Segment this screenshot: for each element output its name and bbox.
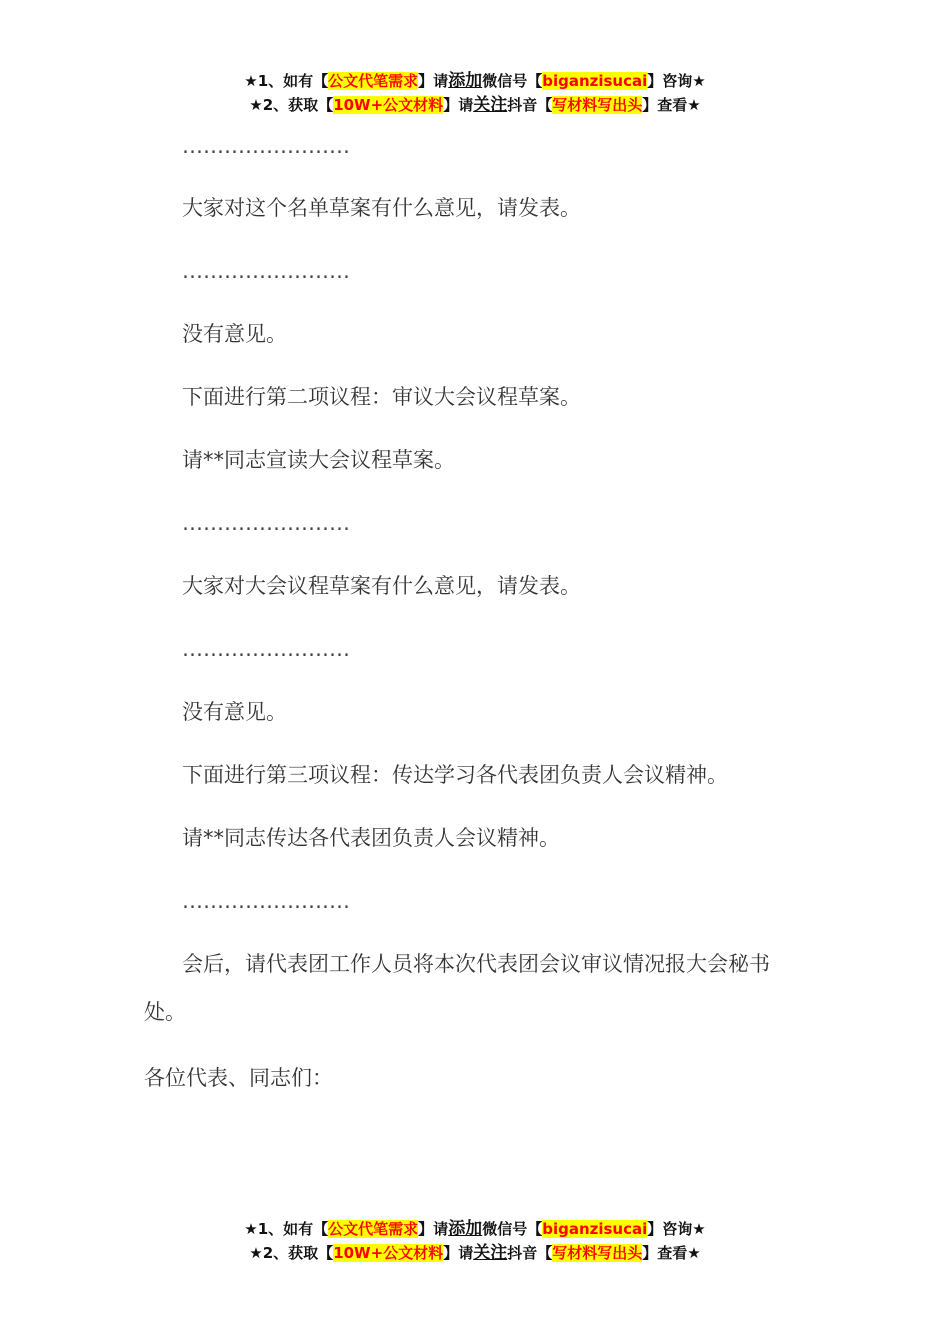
header-banner bbox=[0, 69, 950, 117]
ellipsis-line: …………………… bbox=[182, 511, 350, 535]
paragraph: 下面进行第三项议程：传达学习各代表团负责人会议精神。 bbox=[182, 763, 728, 787]
banner-text: 微信号【 bbox=[482, 72, 543, 90]
banner-text: ★2、获取【 bbox=[249, 1244, 334, 1262]
ellipsis-line: …………………… bbox=[182, 889, 350, 913]
wechat-id: biganzisucai bbox=[542, 72, 648, 90]
underlined-text: 添加 bbox=[448, 71, 483, 91]
douyin-name: 写材料写出头 bbox=[552, 1244, 643, 1262]
paragraph: 大家对这个名单草案有什么意见，请发表。 bbox=[182, 196, 581, 220]
banner-text: 】请 bbox=[443, 1244, 474, 1262]
underlined-text: 关注 bbox=[473, 1243, 508, 1263]
ellipsis-line: …………………… bbox=[182, 637, 350, 661]
highlight-text: 10W+公文材料 bbox=[333, 1244, 444, 1262]
footer-banner bbox=[0, 1217, 950, 1265]
paragraph: 大家对大会议程草案有什么意见，请发表。 bbox=[182, 574, 581, 598]
banner-line-1 bbox=[0, 69, 950, 93]
banner-text: 微信号【 bbox=[482, 1220, 543, 1238]
banner-text: 抖音【 bbox=[507, 96, 553, 114]
paragraph: 请**同志传达各代表团负责人会议精神。 bbox=[182, 826, 560, 850]
paragraph: 下面进行第二项议程：审议大会议程草案。 bbox=[182, 385, 581, 409]
banner-text: ★1、如有【 bbox=[244, 72, 329, 90]
paragraph: 没有意见。 bbox=[182, 322, 287, 346]
wechat-id: biganzisucai bbox=[542, 1220, 648, 1238]
paragraph: 请**同志宣读大会议程草案。 bbox=[182, 448, 455, 472]
banner-text: 】请 bbox=[443, 96, 474, 114]
paragraph: 没有意见。 bbox=[182, 700, 287, 724]
douyin-name: 写材料写出头 bbox=[552, 96, 643, 114]
underlined-text: 关注 bbox=[473, 95, 508, 115]
banner-text: 】查看★ bbox=[642, 1244, 701, 1262]
banner-text: 抖音【 bbox=[507, 1244, 553, 1262]
banner-text: 】请 bbox=[418, 72, 449, 90]
banner-text: 】咨询★ bbox=[647, 1220, 706, 1238]
banner-text: 】查看★ bbox=[642, 96, 701, 114]
ellipsis-line: …………………… bbox=[182, 259, 350, 283]
underlined-text: 添加 bbox=[448, 1219, 483, 1239]
banner-text: ★1、如有【 bbox=[244, 1220, 329, 1238]
banner-line-2 bbox=[0, 93, 950, 117]
paragraph: 会后，请代表团工作人员将本次代表团会议审议情况报大会秘书处。 bbox=[144, 952, 770, 1024]
banner-line-1 bbox=[0, 1217, 950, 1241]
highlight-text: 公文代笔需求 bbox=[328, 72, 419, 90]
banner-text: 】请 bbox=[418, 1220, 449, 1238]
banner-line-2 bbox=[0, 1241, 950, 1265]
banner-text: 】咨询★ bbox=[647, 72, 706, 90]
paragraph: 各位代表、同志们： bbox=[144, 1066, 333, 1090]
ellipsis-line: …………………… bbox=[182, 134, 350, 158]
highlight-text: 10W+公文材料 bbox=[333, 96, 444, 114]
highlight-text: 公文代笔需求 bbox=[328, 1220, 419, 1238]
banner-text: ★2、获取【 bbox=[249, 96, 334, 114]
